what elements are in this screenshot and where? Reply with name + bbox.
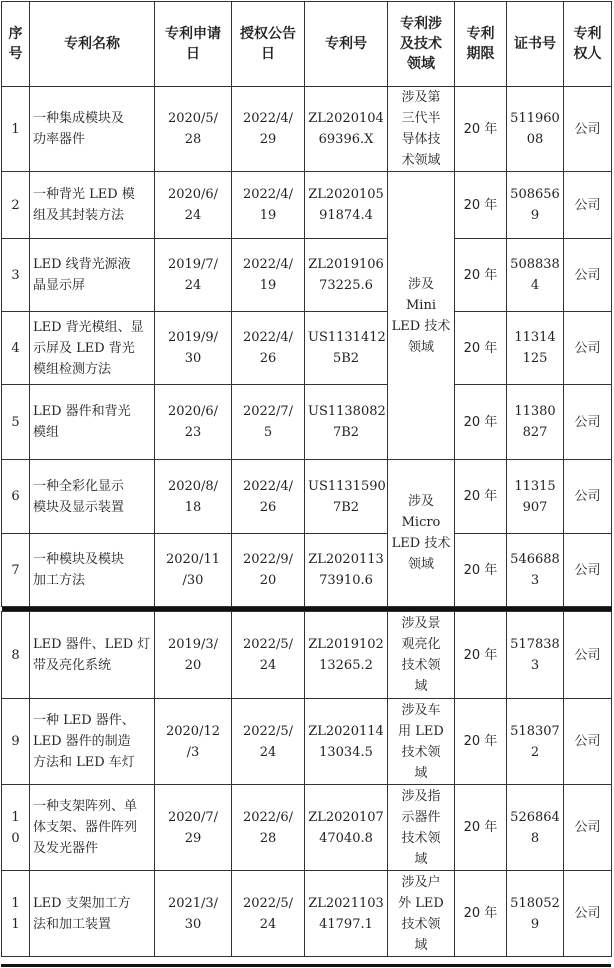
header-cert: 证书号 [507, 2, 564, 87]
table-row [2, 699, 612, 785]
tech-field: 涉及户 外 LED 技术领 域 [388, 871, 455, 957]
tech-field: 涉及车 用 LED 技术领 域 [388, 699, 455, 785]
cert-number: 11314 125 [507, 312, 564, 385]
patent-table [1, 1, 612, 957]
table-row [2, 239, 612, 312]
header-owner: 专利 权人 [564, 2, 612, 87]
patent-term: 20 年 [455, 785, 507, 871]
tech-field-micro-led: 涉及 Micro LED 技术 领域 [388, 460, 455, 607]
patent-number: US1131590 7B2 [305, 460, 388, 534]
patent-owner: 公司 [564, 312, 612, 385]
table-row [2, 534, 612, 607]
apply-date: 2020/11 /30 [155, 534, 232, 607]
tech-field-mini-led: 涉及 Mini LED 技术 领域 [388, 172, 455, 460]
header-name: 专利名称 [30, 2, 155, 87]
patent-term: 20 年 [455, 534, 507, 607]
grant-date: 2022/6/ 28 [232, 785, 305, 871]
patent-name: LED 器件和背光 模组 [30, 385, 155, 460]
patent-owner: 公司 [564, 239, 612, 312]
grant-date: 2022/4/ 29 [232, 87, 305, 172]
cert-number: 518307 2 [507, 699, 564, 785]
grant-date: 2022/5/ 24 [232, 612, 305, 699]
table-row [2, 612, 612, 699]
table-row [2, 460, 612, 534]
header-term: 专利 期限 [455, 2, 507, 87]
cert-number: 11380 827 [507, 385, 564, 460]
patent-name: LED 线背光源液 晶显示屏 [30, 239, 155, 312]
grant-date: 2022/4/ 26 [232, 460, 305, 534]
row-index: 2 [2, 172, 30, 239]
patent-owner: 公司 [564, 460, 612, 534]
patent-number: ZL2020104 69396.X [305, 87, 388, 172]
tech-field: 涉及第 三代半 导体技 术领域 [388, 87, 455, 172]
patent-number: ZL2020105 91874.4 [305, 172, 388, 239]
apply-date: 2020/6/ 24 [155, 172, 232, 239]
patent-number: US1138082 7B2 [305, 385, 388, 460]
header-patent-no: 专利号 [305, 2, 388, 87]
table-row [2, 385, 612, 460]
grant-date: 2022/4/ 26 [232, 312, 305, 385]
patent-number: US1131412 5B2 [305, 312, 388, 385]
row-index: 4 [2, 312, 30, 385]
grant-date: 2022/7/ 5 [232, 385, 305, 460]
grant-date: 2022/9/ 20 [232, 534, 305, 607]
bottom-rule [1, 964, 611, 967]
patent-name: 一种背光 LED 模 组及其封装方法 [30, 172, 155, 239]
table-row [2, 87, 612, 172]
apply-date: 2020/7/ 29 [155, 785, 232, 871]
row-index: 5 [2, 385, 30, 460]
cert-number: 511960 08 [507, 87, 564, 172]
patent-number: ZL2020113 73910.6 [305, 534, 388, 607]
row-index: 1 1 [2, 871, 30, 957]
table-row [2, 785, 612, 871]
tech-field: 涉及景 观亮化 技术领 域 [388, 612, 455, 699]
apply-date: 2019/9/ 30 [155, 312, 232, 385]
patent-owner: 公司 [564, 612, 612, 699]
patent-name: 一种 LED 器件、 LED 器件的制造 方法和 LED 车灯 [30, 699, 155, 785]
patent-term: 20 年 [455, 460, 507, 534]
row-index: 8 [2, 612, 30, 699]
cert-number: 508656 9 [507, 172, 564, 239]
patent-term: 20 年 [455, 312, 507, 385]
row-index: 7 [2, 534, 30, 607]
patent-owner: 公司 [564, 87, 612, 172]
apply-date: 2020/8/ 18 [155, 460, 232, 534]
patent-term: 20 年 [455, 87, 507, 172]
row-index: 3 [2, 239, 30, 312]
patent-number: ZL2019106 73225.6 [305, 239, 388, 312]
patent-name: LED 支架加工方 法和加工装置 [30, 871, 155, 957]
table-row [2, 871, 612, 957]
cert-number: 11315 907 [507, 460, 564, 534]
patent-name: 一种全彩化显示 模块及显示装置 [30, 460, 155, 534]
cert-number: 546688 3 [507, 534, 564, 607]
header-row [2, 2, 612, 87]
apply-date: 2019/3/ 20 [155, 612, 232, 699]
patent-owner: 公司 [564, 172, 612, 239]
patent-term: 20 年 [455, 612, 507, 699]
patent-term: 20 年 [455, 172, 507, 239]
grant-date: 2022/4/ 19 [232, 239, 305, 312]
patent-name: 一种支架阵列、单 体支架、器件阵列 及发光器件 [30, 785, 155, 871]
cert-number: 518052 9 [507, 871, 564, 957]
table-row [2, 172, 612, 239]
grant-date: 2022/5/ 24 [232, 699, 305, 785]
patent-owner: 公司 [564, 534, 612, 607]
apply-date: 2020/5/ 28 [155, 87, 232, 172]
patent-name: LED 器件、LED 灯 带及亮化系统 [30, 612, 155, 699]
header-grant-date: 授权公告 日 [232, 2, 305, 87]
row-index: 1 [2, 87, 30, 172]
patent-name: 一种集成模块及 功率器件 [30, 87, 155, 172]
header-field: 专利涉 及技术 领域 [388, 2, 455, 87]
patent-owner: 公司 [564, 871, 612, 957]
patent-number: ZL2020107 47040.8 [305, 785, 388, 871]
patent-number: ZL2020114 13034.5 [305, 699, 388, 785]
row-index: 6 [2, 460, 30, 534]
patent-number: ZL2019102 13265.2 [305, 612, 388, 699]
header-apply-date: 专利申请 日 [155, 2, 232, 87]
patent-term: 20 年 [455, 871, 507, 957]
grant-date: 2022/5/ 24 [232, 871, 305, 957]
patent-owner: 公司 [564, 385, 612, 460]
header-idx: 序 号 [2, 2, 30, 87]
patent-term: 20 年 [455, 239, 507, 312]
patent-term: 20 年 [455, 699, 507, 785]
grant-date: 2022/4/ 19 [232, 172, 305, 239]
cert-number: 508838 4 [507, 239, 564, 312]
cert-number: 517838 3 [507, 612, 564, 699]
apply-date: 2021/3/ 30 [155, 871, 232, 957]
apply-date: 2020/12 /3 [155, 699, 232, 785]
patent-number: ZL2021103 41797.1 [305, 871, 388, 957]
cert-number: 526864 8 [507, 785, 564, 871]
patent-name: 一种模块及模块 加工方法 [30, 534, 155, 607]
table-row [2, 312, 612, 385]
patent-owner: 公司 [564, 785, 612, 871]
patent-name: LED 背光模组、显 示屏及 LED 背光 模组检测方法 [30, 312, 155, 385]
apply-date: 2020/6/ 23 [155, 385, 232, 460]
apply-date: 2019/7/ 24 [155, 239, 232, 312]
tech-field: 涉及指 示器件 技术领 域 [388, 785, 455, 871]
patent-term: 20 年 [455, 385, 507, 460]
row-index: 9 [2, 699, 30, 785]
patent-owner: 公司 [564, 699, 612, 785]
row-index: 1 0 [2, 785, 30, 871]
